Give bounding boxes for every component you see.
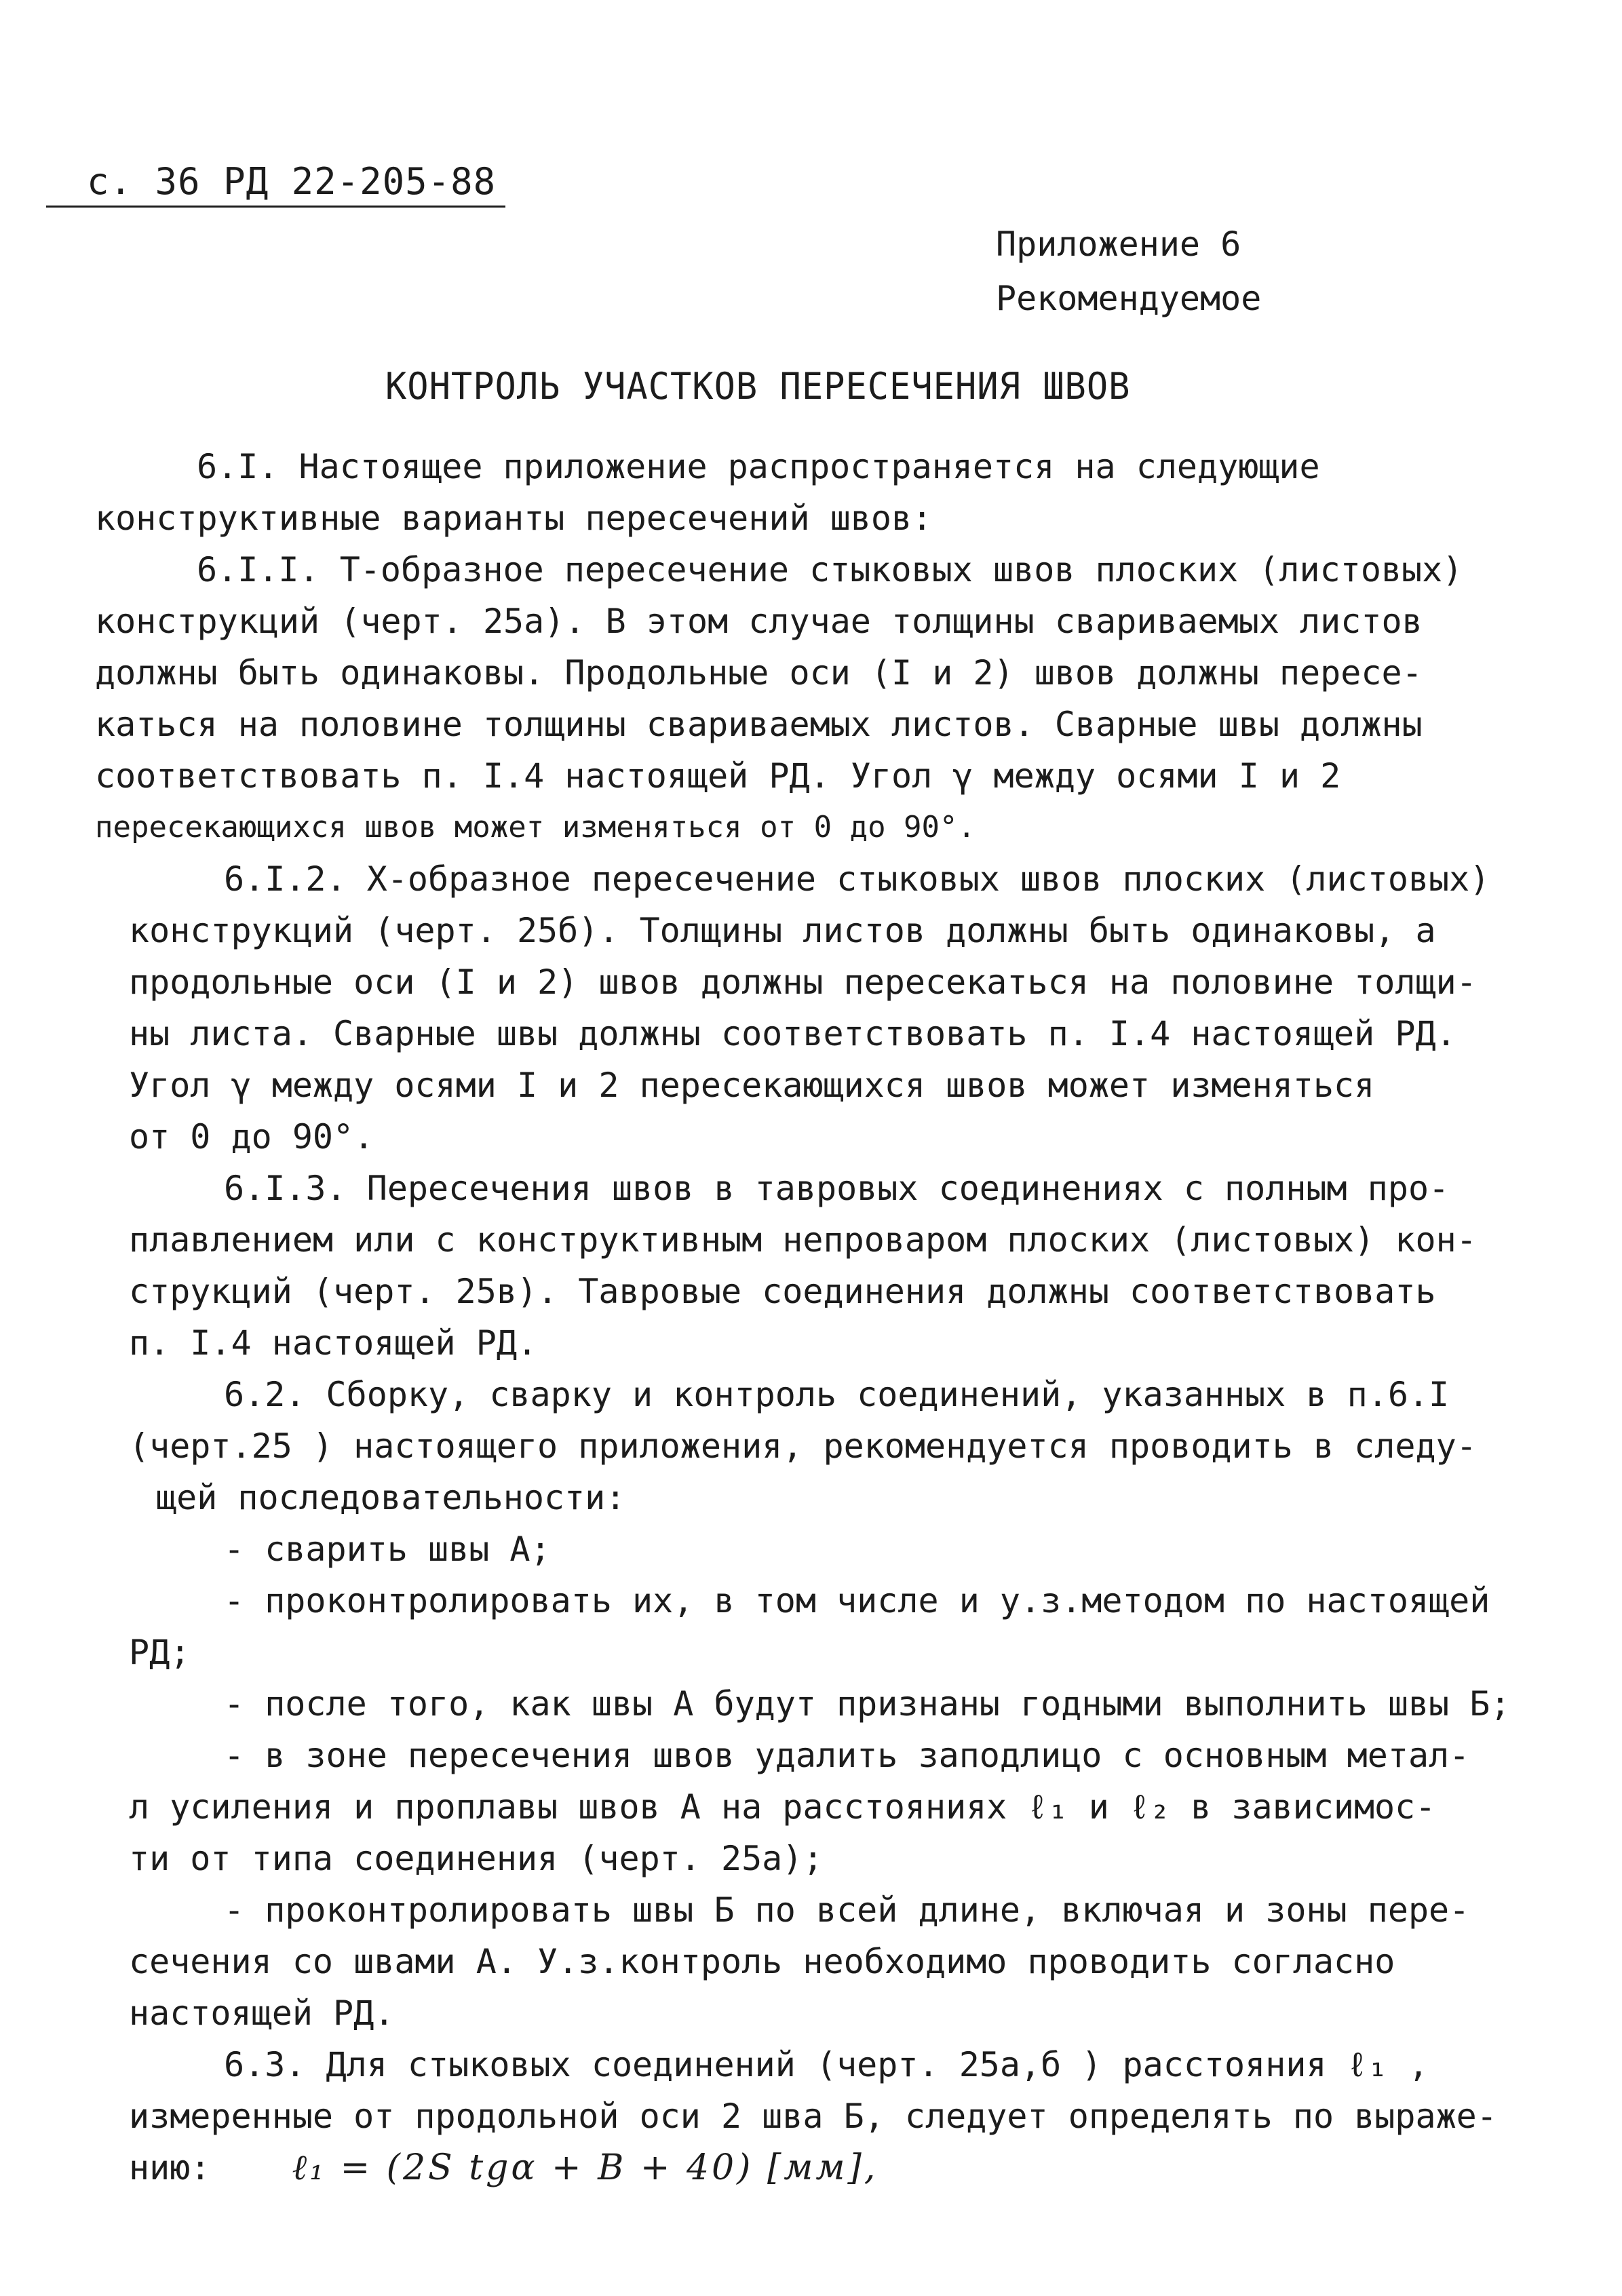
paragraph-line: п. I.4 настоящей РД. bbox=[129, 1323, 538, 1363]
page-header: с. 36 РД 22-205-88 bbox=[46, 160, 505, 208]
step-line: - проконтролировать их, в том числе и у.з.методом по настоящей bbox=[224, 1581, 1490, 1620]
paragraph-line: 6.I.3. Пересечения швов в тавровых соединениях с полным про- bbox=[224, 1169, 1450, 1208]
paragraph-line: (черт.25 ) настоящего приложения, рекомендуется проводить в следу- bbox=[129, 1426, 1477, 1466]
document-body bbox=[95, 441, 1547, 2194]
paragraph-line: каться на половине толщины свариваемых листов. Сварные швы должны bbox=[95, 705, 1423, 744]
paragraph-line: конструкций (черт. 25б). Толщины листов должны быть одинаковы, а bbox=[129, 911, 1436, 950]
paragraph-line: соответствовать п. I.4 настоящей РД. Угол γ между осями I и 2 bbox=[95, 756, 1341, 796]
paragraph-line: 6.2. Сборку, сварку и контроль соединений, указанных в п.6.I bbox=[224, 1375, 1450, 1414]
step-line: - проконтролировать швы Б по всей длине, включая и зоны пере- bbox=[224, 1890, 1470, 1930]
paragraph-line: конструкций (черт. 25а). В этом случае толщины свариваемых листов bbox=[95, 602, 1423, 641]
step-line: РД; bbox=[129, 1633, 191, 1672]
step-line: настоящей РД. bbox=[129, 1993, 395, 2033]
paragraph-line: 6.3. Для стыковых соединений (черт. 25а,б ) расстояния ℓ₁ , bbox=[224, 2045, 1429, 2084]
paragraph-line: измеренные от продольной оси 2 шва Б, следует определять по выраже- bbox=[129, 2097, 1497, 2136]
appendix-status: Рекомендуемое bbox=[996, 279, 1262, 318]
paragraph-line: от 0 до 90°. bbox=[129, 1117, 374, 1156]
step-line: л усиления и проплавы швов А на расстояниях ℓ₁ и ℓ₂ в зависимос- bbox=[129, 1787, 1436, 1827]
paragraph-line: продольные оси (I и 2) швов должны пересекаться на половине толщи- bbox=[129, 962, 1477, 1002]
paragraph-line: должны быть одинаковы. Продольные оси (I и 2) швов должны пересе- bbox=[95, 653, 1423, 693]
paragraph-line: 6.I.2. Х-образное пересечение стыковых швов плоских (листовых) bbox=[224, 859, 1490, 899]
paragraph-line: конструктивные варианты пересечений швов: bbox=[95, 499, 933, 538]
step-line: - в зоне пересечения швов удалить заподлицо с основным метал- bbox=[224, 1736, 1470, 1775]
paragraph-line: ны листа. Сварные швы должны соответствовать п. I.4 настоящей РД. bbox=[129, 1014, 1456, 1053]
appendix-number: Приложение 6 bbox=[996, 225, 1241, 264]
paragraph-line: плавлением или с конструктивным непроваром плоских (листовых) кон- bbox=[129, 1220, 1477, 1260]
step-line: - сварить швы А; bbox=[224, 1530, 551, 1569]
paragraph-line: щей последовательности: bbox=[156, 1478, 626, 1517]
step-line: сечения со швами А. У.з.контроль необходимо проводить согласно bbox=[129, 1942, 1395, 1981]
paragraph-line: Угол γ между осями I и 2 пересекающихся швов может изменяться bbox=[129, 1066, 1375, 1105]
paragraph-line: 6.I.I. Т-образное пересечение стыковых швов плоских (листовых) bbox=[197, 550, 1463, 589]
paragraph-line: 6.I. Настоящее приложение распространяется на следующие bbox=[197, 447, 1320, 486]
paragraph-line: струкций (черт. 25в). Тавровые соединения должны соответствовать bbox=[129, 1272, 1436, 1311]
paragraph-line: пересекающихся швов может изменяться от 0 до 90°. bbox=[95, 810, 976, 844]
distance-formula: ℓ₁ = (2S tgα + B + 40) [мм], bbox=[292, 2147, 878, 2188]
step-line: - после того, как швы А будут признаны годными выполнить швы Б; bbox=[224, 1684, 1511, 1724]
section-title: КОНТРОЛЬ УЧАСТКОВ ПЕРЕСЕЧЕНИЯ ШВОВ bbox=[385, 365, 1131, 408]
formula-line bbox=[95, 2142, 1547, 2194]
formula-lead: нию: bbox=[129, 2148, 211, 2187]
appendix-label bbox=[996, 217, 1261, 326]
step-line: ти от типа соединения (черт. 25а); bbox=[129, 1839, 824, 1878]
